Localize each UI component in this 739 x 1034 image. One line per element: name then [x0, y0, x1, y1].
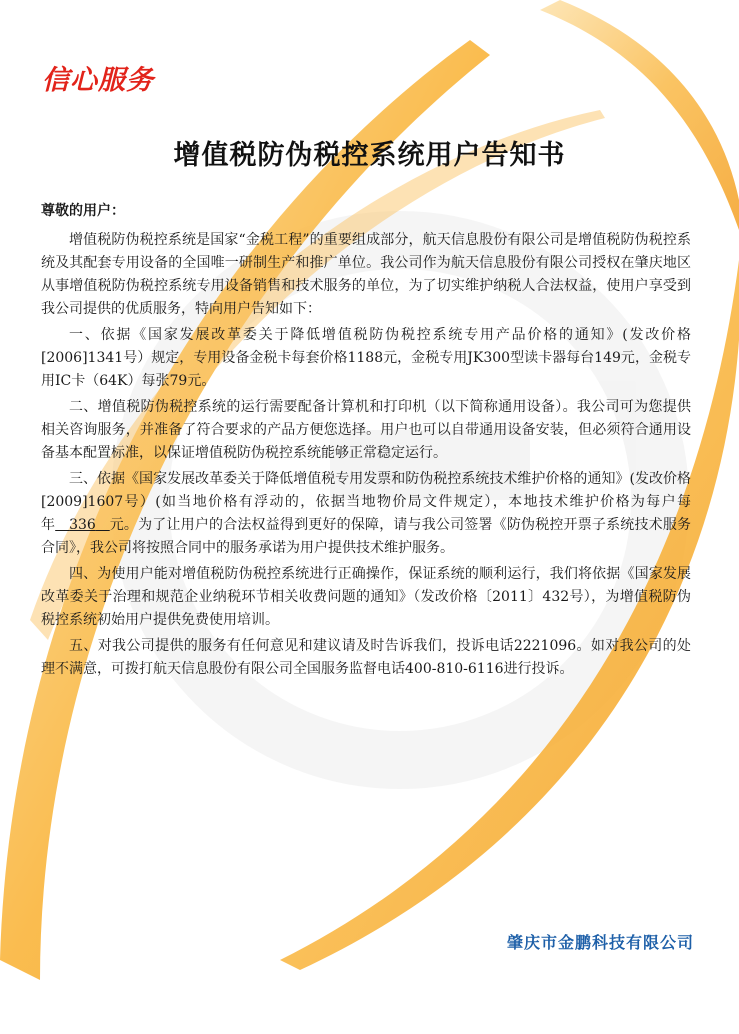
paragraph-item-3	[41, 468, 691, 560]
brand-logo-text: 信心服务	[42, 65, 154, 96]
item-3-text-pre: 三、依据《国家发展改革委关于降低增值税专用发票和防伪税控系统技术维护价格的通知》(发改价格[2009]1607号）(如当地价格有浮动的，依据当地物价局文件规定），本地技术维护价格为每户每年	[41, 471, 691, 533]
paragraph-item-4: 四、为使用户能对增值税防伪税控系统进行正确操作，保证系统的顺利运行，我们将依据《国家发展改革委关于治理和规范企业纳税环节相关收费问题的通知》（发改价格〔2011〕432号），为增值税防伪税控系统初始用户提供免费使用培训。	[41, 566, 691, 628]
letter-body	[41, 200, 691, 684]
item-3-text-post: 元。为了让用户的合法权益得到更好的保障，请与我公司签署《防伪税控开票子系统技术服务合同》，我公司将按照合同中的服务承诺为用户提供技术维护服务。	[41, 517, 692, 556]
page-title: 增值税防伪税控系统用户告知书	[173, 140, 566, 171]
paragraph-item-1: 一、依据《国家发展改革委关于降低增值税防伪税控系统专用产品价格的通知》(发改价格[2006]1341号）规定，专用设备金税卡每套价格1188元，金税专用JK300型读卡器每台149元，金税专用IC卡（64K）每张79元。	[41, 327, 691, 389]
maintenance-fee-value: 336	[69, 517, 96, 533]
company-signature: 肇庆市金鹏科技有限公司	[506, 933, 694, 952]
paragraph-item-5: 五、对我公司提供的服务有任何意见和建议请及时告诉我们，投诉电话2221096。如对我公司的处理不满意，可拨打航天信息股份有限公司全国服务监督电话400-810-6116进行投诉。	[41, 638, 691, 677]
paragraph-item-2: 二、增值税防伪税控系统的运行需要配备计算机和打印机（以下简称通用设备）。我公司可为您提供相关咨询服务，并准备了符合要求的产品方便您选择。用户也可以自带通用设备安装，但必须符合通用设备基本配置标准，以保证增值税防伪税控系统能够正常稳定运行。	[41, 399, 691, 461]
greeting: 尊敬的用户：	[41, 203, 125, 219]
paragraph-intro: 增值税防伪税控系统是国家“金税工程”的重要组成部分，航天信息股份有限公司是增值税防伪税控系统及其配套专用设备的全国唯一研制生产和推广单位。我公司作为航天信息股份有限公司授权在肇庆地区从事增值税防伪税控系统专用设备销售和技术服务的单位，为了切实维护纳税人合法权益，使用户享受到我公司提供的优质服务，特向用户告知如下：	[41, 232, 691, 317]
swoosh-arc-top	[540, 0, 739, 230]
